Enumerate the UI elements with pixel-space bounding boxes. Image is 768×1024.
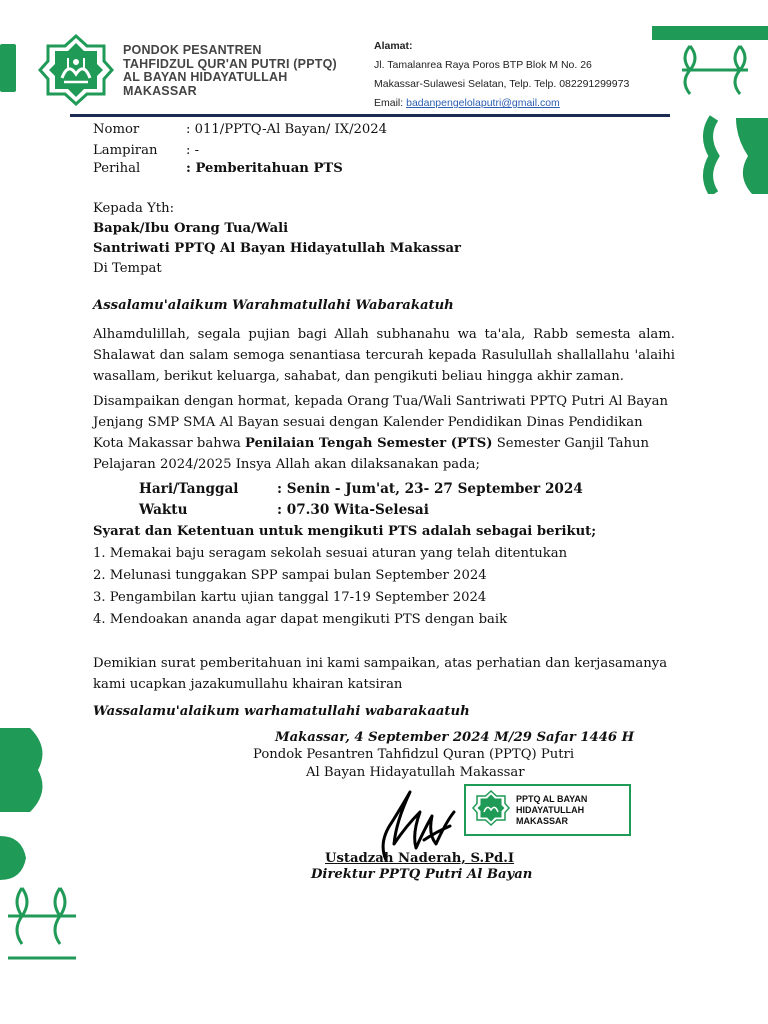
term-item-3: 3. Pengambilan kartu ujian tanggal 17-19 September 2024 (93, 590, 487, 605)
perihal-row (93, 161, 343, 176)
closing-paragraph: Demikian surat pemberitahuan ini kami sampaikan, atas perhatian dan kerjasamanya kami ucapkan jazakumullahu khairan katsiran (93, 656, 668, 692)
schedule-date-label: Hari/Tanggal (139, 481, 239, 497)
schedule-row-time (139, 500, 583, 521)
nomor-label: Nomor (93, 122, 140, 137)
header-divider (70, 114, 670, 117)
schedule-row-date (139, 479, 583, 500)
lampiran-row (93, 143, 199, 158)
signature-org-line-2: Al Bayan Hidayatullah Makassar (306, 765, 525, 780)
paragraph-announcement (93, 391, 668, 475)
pptq-logo-icon (38, 34, 114, 106)
institution-line-4: MAKASSAR (123, 83, 197, 98)
official-stamp (464, 784, 631, 836)
nomor-row (93, 122, 387, 137)
greeting: Assalamu'alaikum Warahmatullahi Wabarakatuh (93, 298, 454, 313)
email-label: Email: (374, 97, 404, 109)
email-row (374, 94, 629, 113)
address-line-1: Jl. Tamalanrea Raya Poros BTP Blok M No. 26 (374, 59, 592, 71)
left-edge-ornament (0, 44, 16, 92)
signature-date: Makassar, 4 September 2024 M/29 Safar 1446 H (275, 730, 635, 745)
paragraph-announcement-a: Disampaikan dengan hormat, kepada Orang Tua/Wali Santriwati PPTQ Putri Al Bayan Jenjang SMP SMA Al Bayan sesuai dengan Kalender Pendidikan Dinas Pendidikan Kota Makassar bahwa (93, 394, 668, 451)
term-item-1: 1. Memakai baju seragam sekolah sesuai aturan yang telah ditentukan (93, 546, 568, 561)
perihal-label: Perihal (93, 161, 141, 176)
nomor-value: : 011/PPTQ-Al Bayan/ IX/2024 (186, 122, 388, 137)
stamp-line-1: PPTQ AL BAYAN (516, 794, 588, 804)
address-label: Alamat: (374, 40, 413, 52)
address-line-2: Makassar-Sulawesi Selatan, Telp. Telp. 082291299973 (374, 78, 630, 90)
recipient-line-1: Kepada Yth: (93, 201, 175, 216)
recipient-line-2: Bapak/Ibu Orang Tua/Wali (93, 221, 289, 236)
lampiran-label: Lampiran (93, 143, 158, 158)
signer-title: Direktur PPTQ Putri Al Bayan (311, 867, 533, 882)
corner-ornament-left (0, 718, 80, 980)
schedule-time-label: Waktu (139, 502, 188, 518)
stamp-line-2: HIDAYATULLAH (516, 805, 585, 815)
address-block (374, 37, 629, 113)
paragraph-announcement-b: Semester Ganjil Tahun Pelajaran 2024/2025 Insya Allah akan dilaksanakan pada; (93, 436, 649, 472)
schedule-date-value: : Senin - Jum'at, 23- 27 September 2024 (277, 481, 583, 497)
lampiran-value: : - (186, 143, 200, 158)
email-link[interactable]: badanpengelolaputri@gmail.com (406, 97, 560, 109)
terms-title: Syarat dan Ketentuan untuk mengikuti PTS adalah sebagai berikut; (93, 524, 597, 539)
recipient-block (93, 199, 461, 279)
institution-name (123, 44, 337, 98)
signature-org-line-1: Pondok Pesantren Tahfidzul Quran (PPTQ) Putri (253, 747, 575, 762)
term-item-4: 4. Mendoakan ananda agar dapat mengikuti PTS dengan baik (93, 612, 508, 627)
institution-line-2: TAHFIDZUL QUR'AN PUTRI (PPTQ) (123, 56, 337, 71)
schedule-time-value: : 07.30 Wita-Selesai (277, 502, 429, 518)
signer-name: Ustadzah Naderah, S.Pd.I (325, 851, 515, 866)
stamp-text (516, 794, 587, 827)
paragraph-opening: Alhamdulillah, segala pujian bagi Allah subhanahu wa ta'ala, Rabb semesta alam. Shalawat dan salam semoga senantiasa tercurah kepada Rasulullah shallallahu 'alaihi wasallam, berikut keluarga, sahabat, dan pengikuti beliau hingga akhir zaman. (93, 327, 675, 384)
institution-line-3: AL BAYAN HIDAYATULLAH (123, 70, 288, 84)
terms-list (93, 543, 567, 631)
farewell: Wassalamu'alaikum warhamatullahi wabarakaatuh (93, 704, 470, 719)
term-item-2: 2. Melunasi tunggakan SPP sampai bulan September 2024 (93, 568, 487, 583)
stamp-logo-icon (472, 789, 510, 827)
institution-line-1: PONDOK PESANTREN (123, 43, 262, 57)
perihal-value: : Pemberitahuan PTS (186, 161, 343, 176)
recipient-line-4: Di Tempat (93, 261, 162, 276)
schedule-block (139, 479, 583, 521)
corner-ornament-right (652, 26, 768, 194)
stamp-line-3: MAKASSAR (516, 816, 569, 826)
pts-highlight: Penilaian Tengah Semester (PTS) (245, 436, 493, 451)
recipient-line-3: Santriwati PPTQ Al Bayan Hidayatullah Makassar (93, 241, 461, 256)
